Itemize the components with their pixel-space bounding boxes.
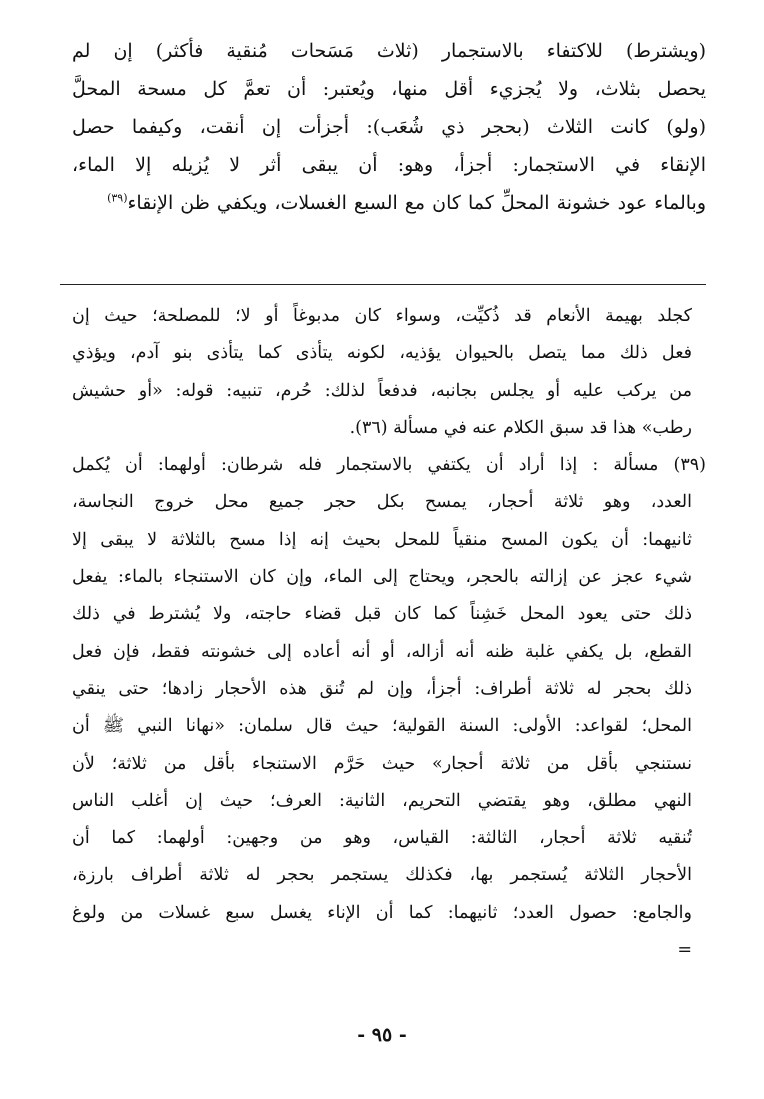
main-text [72, 32, 706, 222]
footnote-39-line-7: ذلك بحجر له ثلاثة أطراف: أجزأ، وإن لم تُنق هذه الأحجار زادها؛ حتى ينقي [72, 678, 692, 699]
footnote-continuation-line-4: رطب» هذا قد سبق الكلام عنه في مسألة (٣٦). [349, 417, 692, 438]
footnote-39-line-1: (٣٩) مسألة : إذا أراد أن يكتفي بالاستجمار فله شرطان: أولهما: أن يُكمل [72, 455, 706, 476]
footnotes [72, 298, 706, 969]
footnote-39-line-4: شيء عجز عن إزالته بالحجر، ويحتاج إلى الماء، وإن كان الاستنجاء بالماء: يفعل [72, 567, 692, 588]
main-line-2: يحصل بثلاث، ولا يُجزيء أقل منها، ويُعتبر: أن تعمَّ كل مسحة المحلَّ [72, 78, 706, 100]
page-number: - ٩٥ - [357, 1024, 407, 1046]
main-line-5-text: وبالماء عود خشونة المحلِّ كما كان مع السبع الغسلات، ويكفي ظن الإنقاء [127, 192, 706, 214]
footnote-39-line-9: نستنجي بأقل من ثلاثة أحجار» حيث حَرَّم الاستنجاء بأقل من ثلاثة؛ لأن [72, 753, 692, 774]
continuation-mark: = [677, 940, 692, 961]
footnote-continuation-line-1: كجلد بهيمة الأنعام قد ذُكيِّت، وسواء كان مدبوغاً أو لا؛ للمصلحة؛ حيث إن [72, 306, 692, 326]
footnote-39-line-2: العدد، وهو ثلاثة أحجار، يمسح بكل حجر جميع محل خروج النجاسة، [72, 492, 692, 513]
main-line-1: (ويشترط) للاكتفاء بالاستجمار (ثلاث مَسَحات مُنقية فأكثر) إن لم [72, 40, 706, 62]
footnote-39-line-3: ثانيهما: أن يكون المسح منقياً للمحل بحيث إنه إذا مسح بالثلاثة لا يبقى إلا [72, 529, 692, 550]
main-line-5 [72, 184, 706, 222]
footnote-39-line-12: الأحجار الثلاثة يُستجمر بها، فكذلك يستجمر بحجر له ثلاثة أطراف بارزة، [72, 865, 692, 886]
footnote-39-line-13: والجامع: حصول العدد؛ ثانيهما: كما أن الإناء يغسل سبع غسلات من ولوغ [72, 902, 692, 923]
footnote-separator [60, 284, 706, 285]
footnote-reference: (٣٩) [107, 191, 128, 205]
main-line-3: (ولو) كانت الثلاث (بحجر ذي شُعَب): أجزأت إن أنقت، وكيفما حصل [72, 116, 706, 138]
footnote-39-line-5: ذلك حتى يعود المحل خَشِناً كما كان قبل قضاء حاجته، ولا يُشترط في ذلك [72, 604, 692, 625]
footnote-39-line-6: القطع، بل يكفي غلبة ظنه أنه أزاله، أو أنه أعاده إلى خشونته فقط، فإن فعل [72, 641, 692, 662]
footnote-39-line-11: تُنقيه ثلاثة أحجار، الثالثة: القياس، وهو من وجهين: أولهما: كما أن [72, 828, 692, 849]
footnote-continuation-line-2: فعل ذلك مما يتصل بالحيوان يؤذيه، لكونه يتأذى كما يتأذى بنو آدم، ويؤذي [72, 343, 692, 364]
footnote-39-line-8: المحل؛ لقواعد: الأولى: السنة القولية؛ حيث قال سلمان: «نهانا النبي ﷺ أن [72, 716, 692, 737]
footnote-continuation-line-3: من يركب عليه أو يجلس بجانبه، فدفعاً لذلك: حُرم، تنبيه: قوله: «أو حشيش [72, 380, 692, 401]
footnote-39-line-10: النهي مطلق، وهو يقتضي التحريم، الثانية: العرف؛ حيث إن أغلب الناس [72, 790, 692, 811]
main-line-4: الإنقاء في الاستجمار: أجزأ، وهو: أن يبقى أثر لا يُزيله إلا الماء، [72, 154, 706, 176]
